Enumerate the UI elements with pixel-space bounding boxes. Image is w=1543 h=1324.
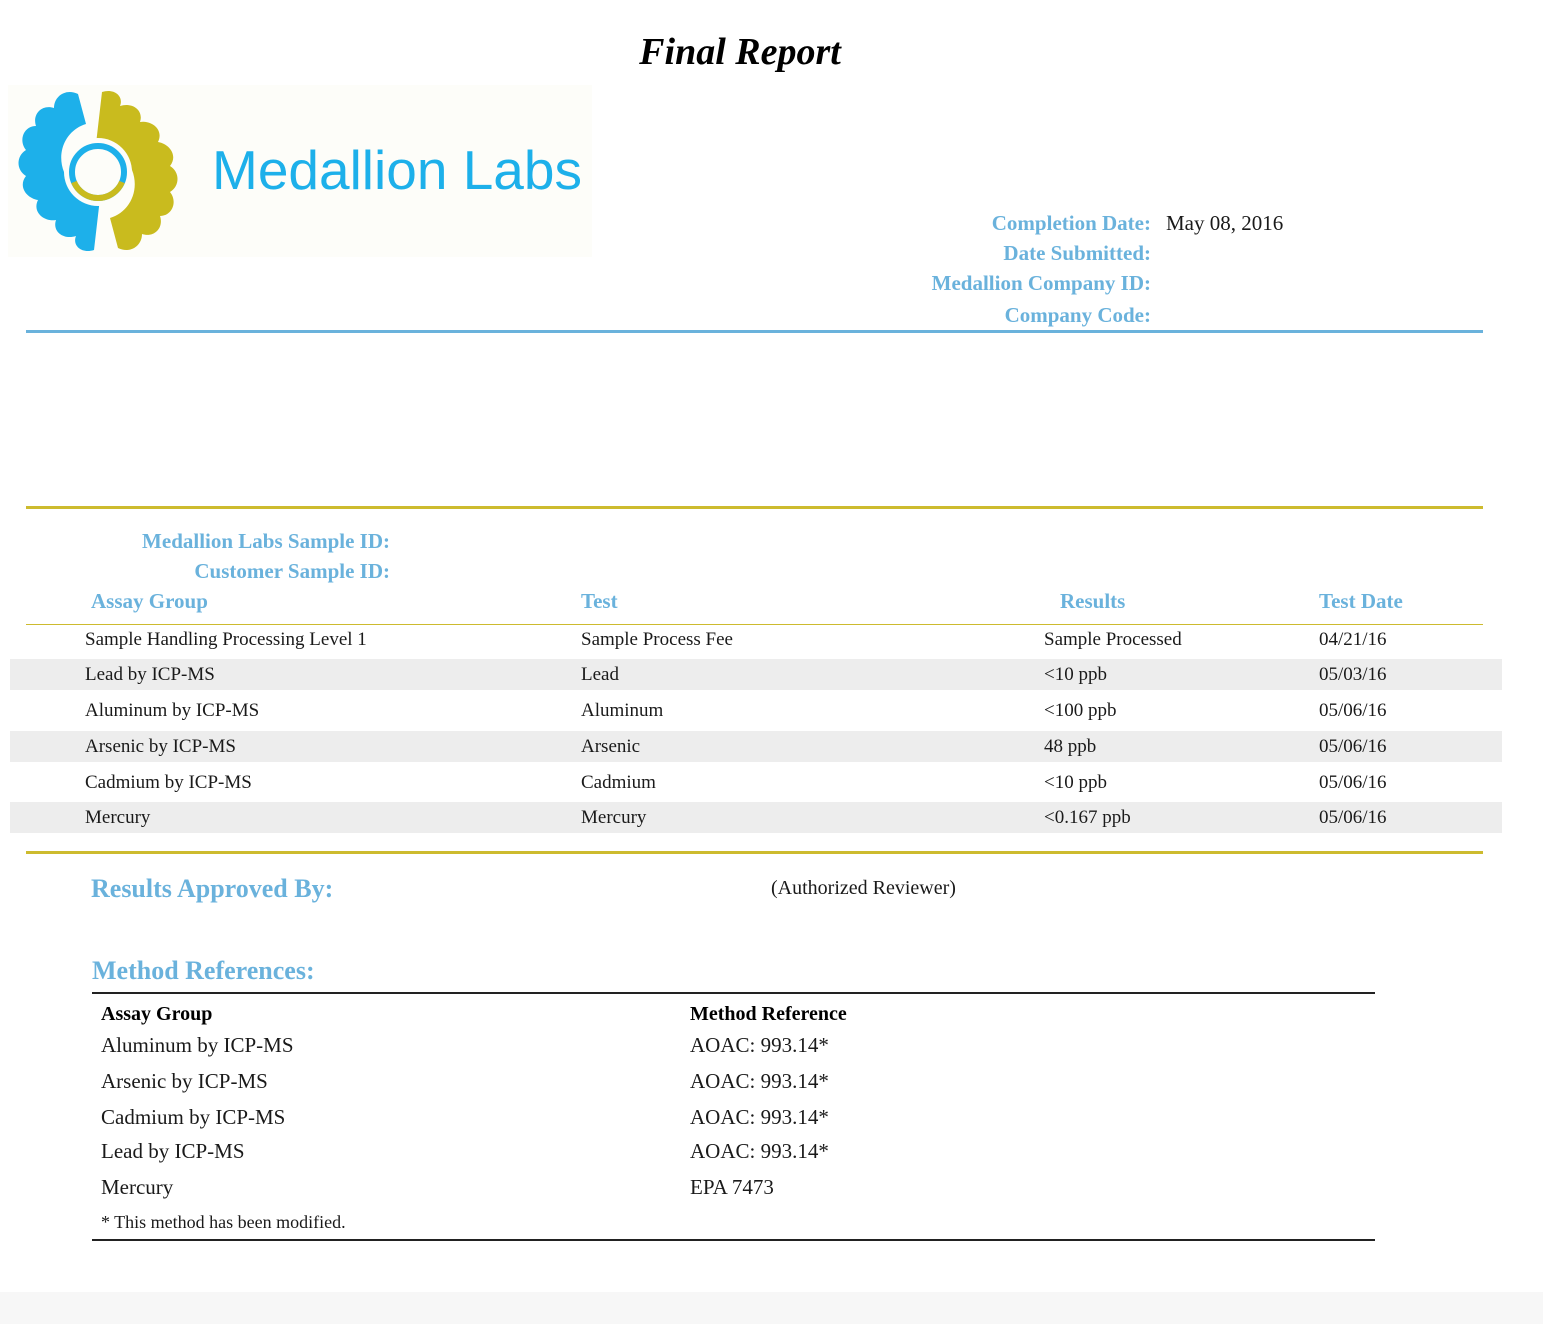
ref-assay-group: Mercury: [101, 1175, 174, 1199]
cell-test-date: 05/06/16: [1319, 700, 1387, 721]
cell-test-date: 05/03/16: [1319, 664, 1387, 685]
cell-test: Aluminum: [581, 700, 664, 721]
cell-assay-group: Lead by ICP-MS: [85, 664, 215, 685]
table-row: [10, 767, 1502, 798]
table-row: [10, 659, 1502, 690]
cell-result: <10 ppb: [1044, 664, 1107, 685]
ref-method: AOAC: 993.14*: [690, 1139, 829, 1163]
page-bottom-edge: [0, 1292, 1543, 1324]
lab-sample-id-label: Medallion Labs Sample ID:: [142, 529, 390, 553]
col-head-test: Test: [581, 589, 618, 613]
completion-date-value: May 08, 2016: [1166, 211, 1284, 235]
header-divider: [26, 330, 1483, 333]
sample-divider-top: [26, 506, 1483, 509]
method-table-bottom-rule: [92, 1239, 1375, 1241]
ref-method: AOAC: 993.14*: [690, 1105, 829, 1129]
ref-assay-group: Aluminum by ICP-MS: [101, 1033, 294, 1057]
col-head-results: Results: [1060, 589, 1126, 613]
ref-method: AOAC: 993.14*: [690, 1069, 829, 1093]
cell-assay-group: Mercury: [85, 807, 151, 828]
cell-test-date: 05/06/16: [1319, 772, 1387, 793]
ref-method: EPA 7473: [690, 1175, 774, 1199]
table-row: [10, 802, 1502, 833]
medallion-gear-logo-icon: [14, 86, 182, 256]
cell-test-date: 04/21/16: [1319, 629, 1387, 650]
ref-assay-group: Lead by ICP-MS: [101, 1139, 245, 1163]
ref-col-head-assay-group: Assay Group: [101, 1003, 213, 1025]
cell-assay-group: Sample Handling Processing Level 1: [85, 629, 367, 650]
cell-assay-group: Aluminum by ICP-MS: [85, 700, 260, 721]
table-row: [10, 695, 1502, 726]
authorized-reviewer: (Authorized Reviewer): [771, 877, 956, 899]
ref-assay-group: Arsenic by ICP-MS: [101, 1069, 268, 1093]
cell-assay-group: Cadmium by ICP-MS: [85, 772, 252, 793]
cell-test: Mercury: [581, 807, 647, 828]
ref-col-head-method-reference: Method Reference: [690, 1003, 847, 1025]
table-bottom-rule: [26, 851, 1483, 854]
method-footnote: * This method has been modified.: [101, 1212, 346, 1232]
cell-assay-group: Arsenic by ICP-MS: [85, 736, 236, 757]
cell-test: Cadmium: [581, 772, 656, 793]
table-row: [10, 731, 1502, 762]
cell-test-date: 05/06/16: [1319, 807, 1387, 828]
ref-assay-group: Cadmium by ICP-MS: [101, 1105, 286, 1129]
cell-result: <0.167 ppb: [1044, 807, 1131, 828]
logo-text: Medallion Labs: [212, 139, 582, 201]
col-head-test-date: Test Date: [1319, 589, 1403, 613]
cell-result: <100 ppb: [1044, 700, 1117, 721]
ref-method: AOAC: 993.14*: [690, 1033, 829, 1057]
cell-result: <10 ppb: [1044, 772, 1107, 793]
method-table-top-rule: [92, 992, 1375, 994]
completion-date-label: Completion Date:: [991, 211, 1151, 235]
company-code-label: Company Code:: [1004, 303, 1151, 327]
cell-test: Sample Process Fee: [581, 629, 733, 650]
date-submitted-label: Date Submitted:: [1003, 241, 1151, 265]
company-id-label: Medallion Company ID:: [931, 271, 1151, 295]
cell-test: Lead: [581, 664, 619, 685]
table-row: [10, 624, 1502, 655]
results-approved-label: Results Approved By:: [91, 874, 334, 903]
col-head-assay-group: Assay Group: [91, 589, 208, 613]
cell-test-date: 05/06/16: [1319, 736, 1387, 757]
cell-result: 48 ppb: [1044, 736, 1097, 757]
report-title: Final Report: [639, 31, 841, 73]
customer-sample-id-label: Customer Sample ID:: [194, 559, 390, 583]
cell-test: Arsenic: [581, 736, 641, 757]
method-references-label: Method References:: [92, 956, 315, 985]
cell-result: Sample Processed: [1044, 629, 1182, 650]
